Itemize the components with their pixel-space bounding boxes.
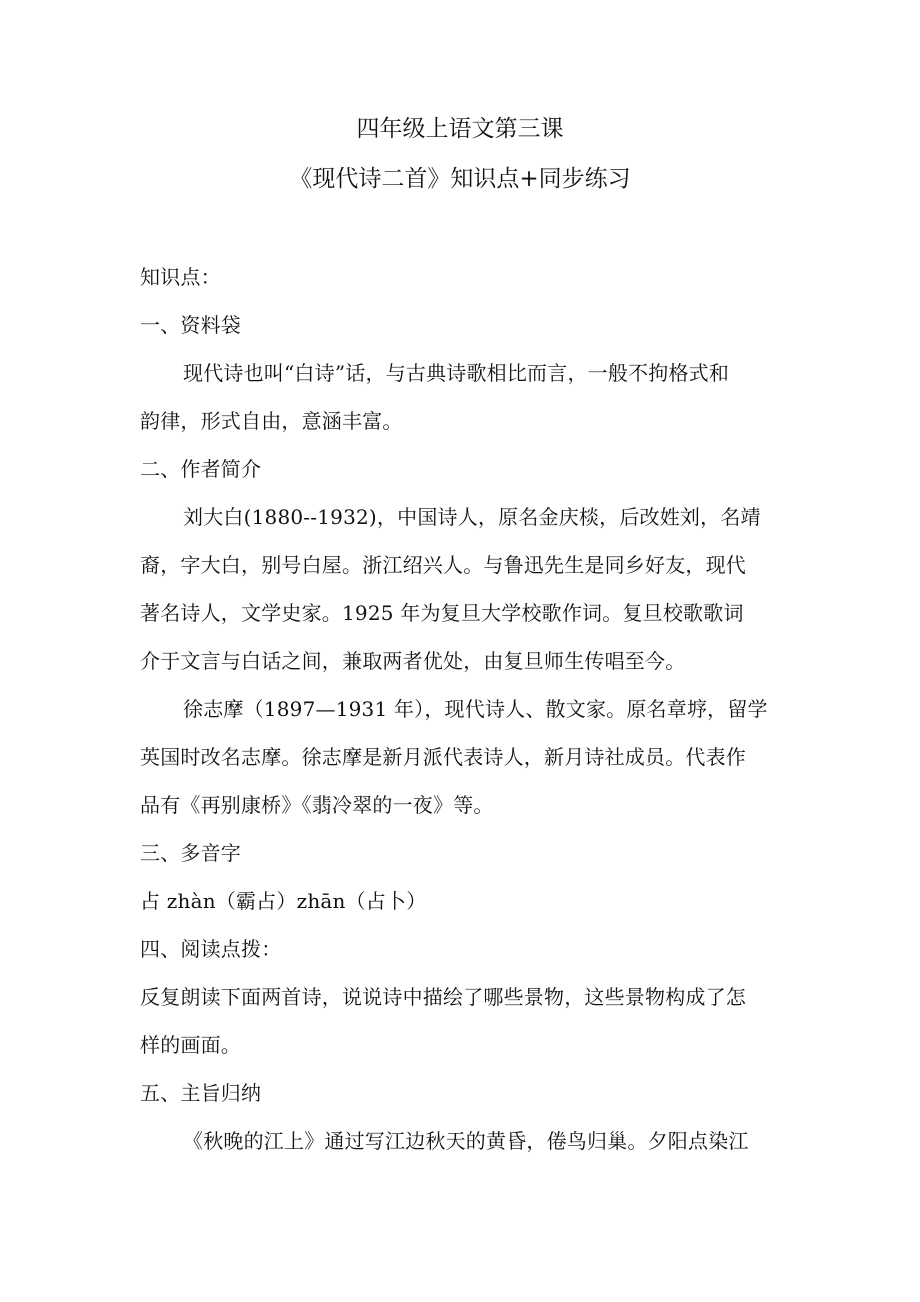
paragraph-line: 英国时改名志摩。徐志摩是新月派代表诗人，新月诗社成员。代表作 [140, 745, 746, 769]
section-heading-reading-tips: 四、阅读点拨： [140, 937, 282, 961]
section-heading-polyphones: 三、多音字 [140, 841, 241, 865]
paragraph-line: 《秋晚的江上》通过写江边秋天的黄昏，倦鸟归巢。夕阳点染江 [183, 1129, 749, 1153]
paragraph-line: 品有《再别康桥》《翡冷翠的一夜》等。 [140, 793, 494, 817]
paragraph-line: 韵律，形式自由，意涵丰富。 [140, 409, 403, 433]
section-heading-theme: 五、主旨归纳 [140, 1081, 262, 1105]
document-title: 四年级上语文第三课 [356, 116, 564, 142]
section-heading-materials: 一、资料袋 [140, 313, 241, 337]
paragraph-line: 现代诗也叫“白诗”话，与古典诗歌相比而言，一般不拘格式和 [183, 361, 730, 385]
paragraph-line: 刘大白(1880--1932)，中国诗人，原名金庆棪，后改姓刘，名靖 [183, 505, 761, 529]
paragraph-line: 反复朗读下面两首诗，说说诗中描绘了哪些景物，这些景物构成了怎 [140, 985, 746, 1009]
paragraph-line: 介于文言与白话之间，兼取两者优处，由复旦师生传唱至今。 [140, 649, 686, 673]
document-subtitle: 《现代诗二首》知识点+同步练习 [289, 166, 631, 192]
paragraph-line: 徐志摩（1897—1931 年），现代诗人、散文家。原名章垿，留学 [183, 697, 768, 721]
polyphone-line: 占 zhàn（霸占）zhān（占卜） [140, 889, 427, 913]
section-heading-authors: 二、作者简介 [140, 457, 262, 481]
paragraph-line: 样的画面。 [140, 1033, 241, 1057]
knowledge-heading: 知识点： [140, 265, 221, 289]
paragraph-line: 著名诗人，文学史家。1925 年为复旦大学校歌作词。复旦校歌歌词 [140, 601, 744, 625]
paragraph-line: 裔，字大白，别号白屋。浙江绍兴人。与鲁迅先生是同乡好友，现代 [140, 553, 746, 577]
